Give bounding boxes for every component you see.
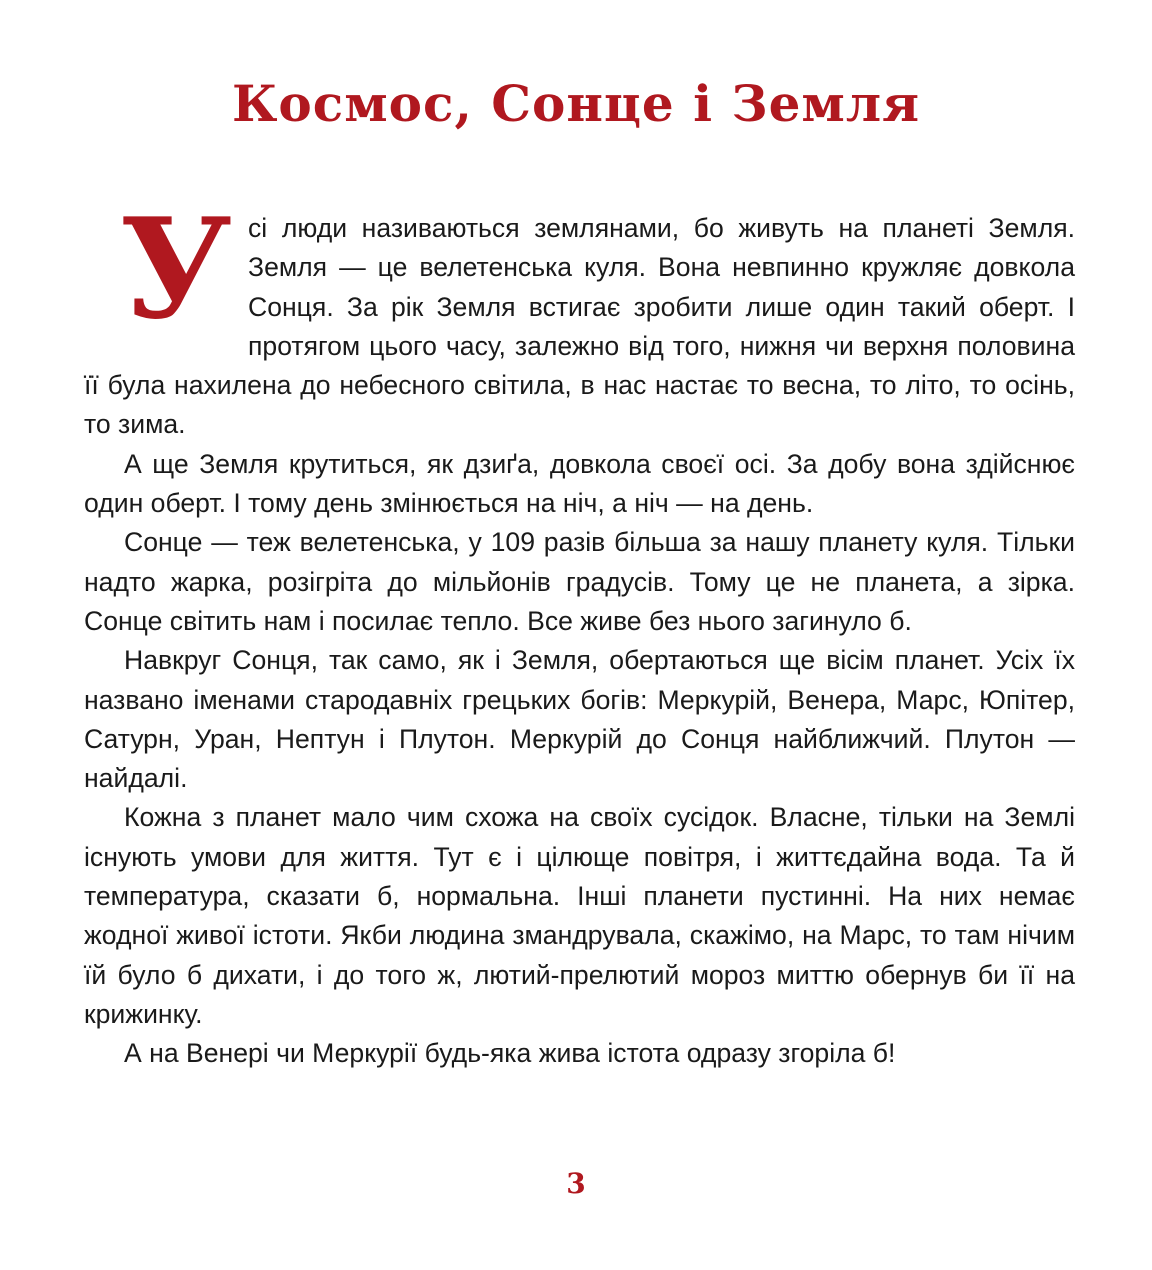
paragraph-1-text: сі люди називаються землянами, бо живуть на планеті Земля. Земля — це велетенська куля. Вона невпинно кружляє довкола Сонця. За рік Земля встигає зробити лише один такий оберт. І протягом цього часу, залежно від того, нижня чи верхня половина її була нахилена до небесного світила, в нас настає то весна, то літо, то осінь, то зима. (84, 213, 1075, 440)
paragraph-4: Навкруг Сонця, так само, як і Земля, обертаються ще вісім планет. Усіх їх названо іменами стародавніх грецьких богів: Меркурій, Венера, Марс, Юпітер, Сатурн, Уран, Нептун і Плутон. Меркурій до Сонця найближчий. Плутон — найдалі. (84, 645, 1075, 794)
page-title: Космос, Сонце і Земля (231, 74, 921, 133)
paragraph-6: А на Венері чи Меркурії будь-яка жива істота одразу згоріла б! (124, 1038, 896, 1069)
paragraph-1 (84, 187, 1075, 445)
page-number: 3 (566, 1167, 586, 1200)
paragraph-2: А ще Земля крутиться, як дзиґа, довкола своєї осі. За добу вона здійснює один оберт. І тому день змінюється на ніч, а ніч — на день. (84, 448, 1075, 519)
drop-cap: У (120, 187, 232, 350)
article-body (84, 187, 1075, 1074)
paragraph-3: Сонце — теж велетенська, у 109 разів більша за нашу планету куля. Тільки надто жарка, розігріта до мільйонів градусів. Тому це не планета, а зірка. Сонце світить нам і посилає тепло. Все живе без нього загинуло б. (84, 527, 1075, 636)
paragraph-5: Кожна з планет мало чим схожа на своїх сусідок. Власне, тільки на Землі існують умови для життя. Тут є і цілюще повітря, і життєдайна вода. Та й температура, сказати б, нормальна. Інші планети пустинні. На них немає жодної живої істоти. Якби людина змандрувала, скажімо, на Марс, то там нічим їй було б дихати, і до того ж, лютий-прелютий мороз миттю обернув би її на крижинку. (84, 802, 1075, 1029)
